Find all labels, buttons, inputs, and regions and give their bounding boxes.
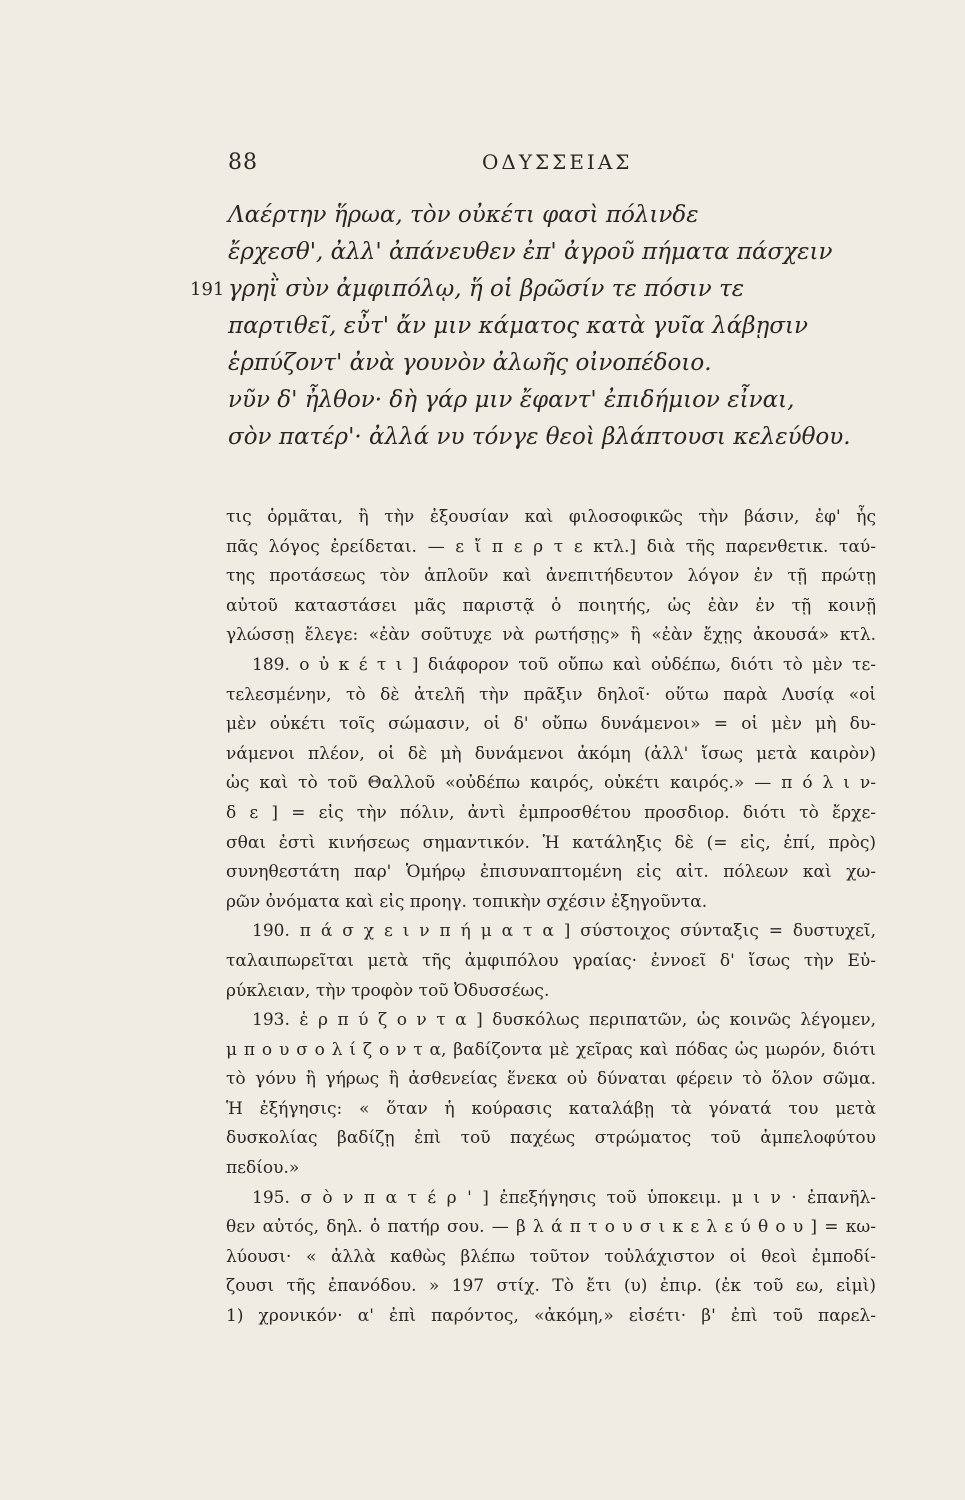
commentary-line: ταλαιπωρεῖται μετὰ τῆς ἀμφιπόλου γραίας· ἐννοεῖ δ' ἴσως τὴν Εὐ- [226,950,876,971]
verse-line-number: 191 [190,279,225,300]
verse-line-text: σὸν πατέρ'· ἀλλά νυ τόνγε θεοὶ βλάπτουσι κελεύθου. [228,424,851,450]
running-title: ΟΔΥΣΣΕΙΑΣ [482,150,633,174]
commentary-line: σθαι ἐστὶ κινήσεως σημαντικόν. Ἡ κατάληξις δὲ (= εἰς, ἐπί, πρὸς) [226,832,876,853]
page-number: 88 [228,150,258,175]
verse-line-text: ἑρπύζοντ' ἀνὰ γουνὸν ἀλωῆς οἰνοπέδοιο. [228,350,712,376]
verse-line [190,271,890,308]
verse-line [190,382,890,419]
commentary-line: νάμενοι πλέον, οἱ δὲ μὴ δυνάμενοι ἀκόμη (ἀλλ' ἴσως μετὰ καιρὸν) [226,743,876,764]
verse-text-block [190,197,890,456]
verse-line-text: νῦν δ' ἦλθον· δὴ γάρ μιν ἔφαντ' ἐπιδήμιον εἶναι, [228,387,795,413]
commentary-line: 189. ο ὐ κ έ τ ι ] διάφορον τοῦ οὔπω καὶ οὐδέπω, διότι τὸ μὲν τε- [252,654,876,675]
commentary-line: της προτάσεως τὸν ἁπλοῦν καὶ ἀνεπιτήδευτον λόγον ἐν τῇ πρώτῃ [226,566,876,587]
commentary-line: Ἡ ἐξήγησις: « ὅταν ἡ κούρασις καταλάβῃ τὰ γόνατά του μετὰ [226,1098,876,1119]
commentary-line: ὡς καὶ τὸ τοῦ Θαλλοῦ «οὐδέπω καιρός, οὐκέτι καιρός.» — π ό λ ι ν- [226,773,876,794]
commentary-line: δυσκολίας βαδίζῃ ἐπὶ τοῦ παχέως στρώματος τοῦ ἀμπελοφύτου [226,1128,876,1149]
commentary-line: ρῶν ὀνόματα καὶ εἰς προηγ. τοπικὴν σχέσιν ἐξηγοῦντα. [226,891,708,912]
verse-line [190,345,890,382]
commentary-line: πᾶς λόγος ἐρείδεται. — ε ἴ π ε ρ τ ε κτλ.] διὰ τῆς παρενθετικ. ταύ- [226,536,876,557]
verse-line [190,308,890,345]
commentary-line: θεν αὐτός, δηλ. ὁ πατήρ σου. — β λ ά π τ ο υ σ ι κ ε λ ε ύ θ ο υ ] = κω- [226,1217,876,1238]
verse-line-text: γρηῒ σὺν ἀμφιπόλῳ, ἥ οἱ βρῶσίν τε πόσιν τε [228,276,745,302]
verse-line [190,419,890,456]
verse-line [190,234,890,271]
verse-line-text: παρτιθεῖ, εὖτ' ἄν μιν κάματος κατὰ γυῖα λάβῃσιν [228,313,809,339]
commentary-line: ζουσι τῆς ἐπανόδου. » 197 στίχ. Τὸ ἔτι (υ) ἐπιρ. (ἐκ τοῦ εω, εἰμὶ) [226,1276,876,1297]
commentary-line: λύουσι· « ἀλλὰ καθὼς βλέπω τοῦτον τοὐλάχιστον οἱ θεοὶ ἐμποδί- [226,1246,876,1267]
commentary-line: τὸ γόνυ ἢ γήρως ἢ ἀσθενείας ἕνεκα οὐ δύναται φέρειν τὸ ὅλον σῶμα. [226,1069,876,1090]
commentary-line: ρύκλειαν, τὴν τροφὸν τοῦ Ὀδυσσέως. [226,980,550,1001]
commentary-block [226,503,876,1332]
commentary-line: γλώσσῃ ἔλεγε: «ἐὰν σοῦτυχε νὰ ρωτήσῃς» ἢ «ἐὰν ἔχῃς ἀκουσά» κτλ. [226,625,876,646]
commentary-line: τις ὁρμᾶται, ἢ τὴν ἐξουσίαν καὶ φιλοσοφικῶς τὴν βάσιν, ἐφ' ἧς [226,507,876,527]
commentary-line: τελεσμένην, τὸ δὲ ἀτελῆ τὴν πρᾶξιν δηλοῖ· οὕτω παρὰ Λυσίᾳ «οἱ [226,684,876,705]
commentary-line: μὲν οὐκέτι τοῖς σώμασιν, οἱ δ' οὔπω δυνάμενοι» = οἱ μὲν μὴ δυ- [226,714,876,735]
commentary-line: 195. σ ὸ ν π α τ έ ρ ' ] ἐπεξήγησις τοῦ ὑποκειμ. μ ι ν · ἐπανῆλ- [252,1187,876,1208]
commentary-line: συνηθεστάτη παρ' Ὁμήρῳ ἐπισυναπτομένη εἰς αἰτ. πόλεων καὶ χω- [226,862,876,883]
verse-line-text: ἔρχεσθ', ἀλλ' ἀπάνευθεν ἐπ' ἀγροῦ πήματα πάσχειν [228,239,833,265]
commentary-line: μ π ο υ σ ο λ ί ζ ο ν τ α, βαδίζοντα μὲ χεῖρας καὶ πόδας ὡς μωρόν, διότι [226,1039,876,1060]
page-header [228,150,878,180]
commentary-line: 193. ἑ ρ π ύ ζ ο ν τ α ] δυσκόλως περιπατῶν, ὡς κοινῶς λέγομεν, [252,1010,876,1031]
verse-line [190,197,890,234]
commentary-line: 190. π ά σ χ ε ι ν π ή μ α τ α ] σύστοιχος σύνταξις = δυστυχεῖ, [252,921,876,942]
commentary-line: αὐτοῦ καταστάσει μᾶς παριστᾷ ὁ ποιητής, ὡς ἐὰν ἐν τῇ κοινῇ [226,595,876,616]
verse-line-text: Λαέρτην ἥρωα, τὸν οὐκέτι φασὶ πόλινδε [228,202,699,228]
commentary-line: δ ε ] = εἰς τὴν πόλιν, ἀντὶ ἐμπροσθέτου προσδιορ. διότι τὸ ἔρχε- [226,802,876,823]
commentary-line: πεδίου.» [226,1158,300,1179]
commentary-line: 1) χρονικόν· α' ἐπὶ παρόντος, «ἀκόμη,» εἰσέτι· β' ἐπὶ τοῦ παρελ- [226,1306,876,1327]
